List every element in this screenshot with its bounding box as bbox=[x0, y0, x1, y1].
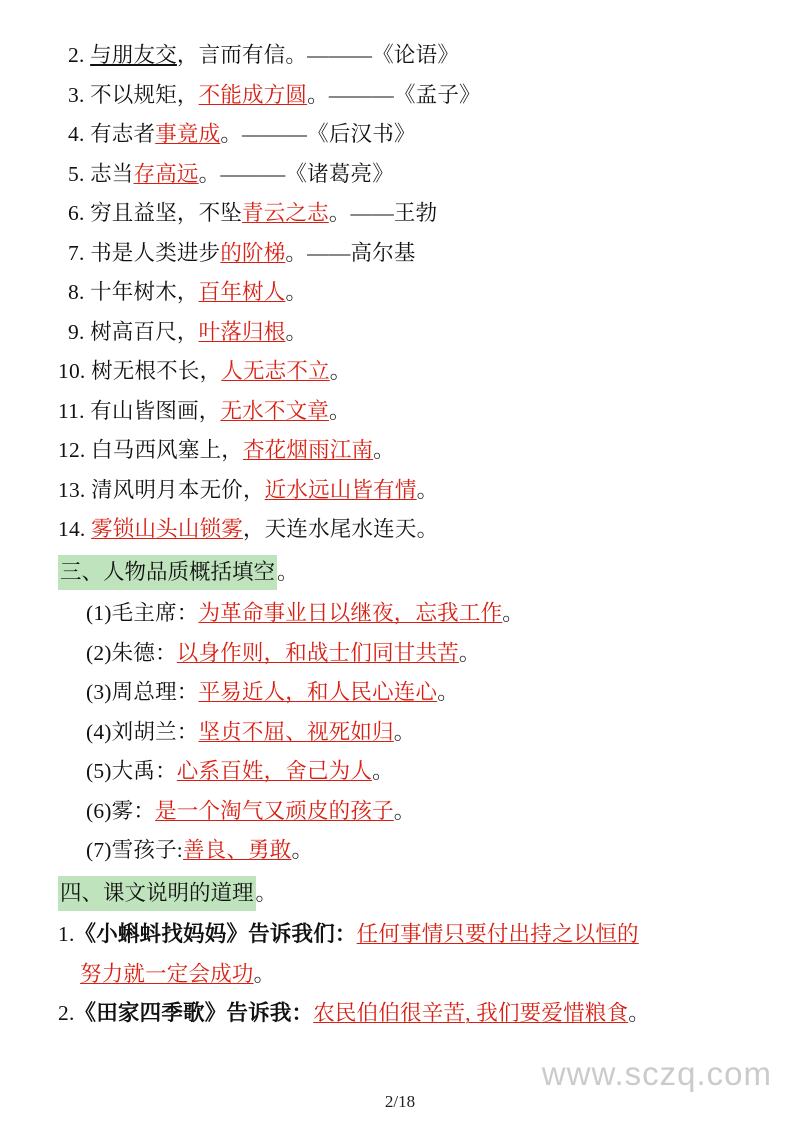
item-number: 4. bbox=[68, 122, 85, 146]
section-four-heading-wrap bbox=[58, 871, 758, 916]
item-prefix: 书是人类进步 bbox=[90, 240, 221, 265]
list-item bbox=[58, 673, 758, 713]
section-heading bbox=[58, 876, 256, 911]
item-answer: 杏花烟雨江南 bbox=[242, 438, 374, 462]
item-suffix: 。 bbox=[437, 680, 459, 704]
item-suffix: 。———《孟子》 bbox=[307, 82, 481, 107]
item-prefix: 白马西风塞上， bbox=[91, 438, 243, 462]
item-suffix: 。 bbox=[328, 398, 351, 423]
list-item bbox=[58, 234, 758, 274]
list-item bbox=[58, 792, 758, 832]
item-suffix: 。 bbox=[253, 961, 276, 986]
watermark: www.sczq.com bbox=[541, 1055, 772, 1092]
item-answer: 农民伯伯很辛苦, 我们要爱惜粮食 bbox=[313, 1001, 629, 1025]
section-heading-tail: 。 bbox=[255, 880, 278, 905]
item-suffix: 。 bbox=[628, 1001, 650, 1025]
item-number: 12. bbox=[58, 438, 86, 462]
item-answer: 心系百姓，舍己为人 bbox=[176, 759, 373, 783]
item-answer: 叶落归根 bbox=[198, 319, 286, 344]
item-answer: 善良、勇敢 bbox=[182, 838, 292, 862]
item-answer: 平易近人，和人民心连心 bbox=[198, 680, 438, 704]
item-suffix: 。 bbox=[372, 759, 394, 783]
item-label: (6)雾： bbox=[86, 798, 156, 823]
list-item bbox=[58, 36, 758, 76]
section-three-heading-wrap bbox=[58, 550, 758, 595]
item-answer: 无水不文章 bbox=[220, 398, 329, 423]
list-item bbox=[58, 471, 758, 511]
page-number: 2/18 bbox=[384, 1092, 416, 1111]
section-heading-text: 三、人物品质概括填空 bbox=[60, 559, 276, 584]
item-number: 8. bbox=[68, 280, 85, 304]
item-label: (4)刘胡兰： bbox=[86, 719, 199, 744]
item-number: 1. bbox=[58, 922, 75, 946]
list-item bbox=[58, 431, 758, 471]
list-item bbox=[58, 594, 758, 634]
item-suffix: 。 bbox=[416, 477, 439, 502]
item-prefix: 十年树木， bbox=[90, 280, 199, 304]
list-item bbox=[58, 76, 758, 116]
item-prefix: 不以规矩， bbox=[90, 82, 199, 107]
list-item bbox=[58, 313, 758, 353]
item-suffix: 。 bbox=[393, 719, 416, 744]
item-suffix: 。———《诸葛亮》 bbox=[198, 161, 394, 186]
item-label: (1)毛主席： bbox=[86, 601, 199, 625]
item-answer: 雾锁山头山锁雾 bbox=[91, 517, 243, 541]
list-item bbox=[58, 510, 758, 550]
item-suffix: 。 bbox=[329, 359, 352, 383]
section-heading bbox=[58, 555, 277, 590]
list-item bbox=[58, 352, 758, 392]
item-answer: 以身作则，和战士们同甘共苦 bbox=[176, 640, 459, 665]
item-suffix: 。 bbox=[285, 280, 308, 304]
item-number: 3. bbox=[68, 82, 85, 107]
item-prefix: 清风明月本无价， bbox=[91, 477, 265, 502]
document-content bbox=[58, 36, 758, 1034]
list-item bbox=[58, 155, 758, 195]
item-suffix: 。 bbox=[502, 601, 524, 625]
item-number: 6. bbox=[68, 201, 85, 225]
item-answer: 存高远 bbox=[133, 161, 199, 186]
section-heading-text: 四、课文说明的道理 bbox=[60, 880, 254, 905]
item-answer: 是一个淘气又顽皮的孩子 bbox=[155, 798, 394, 823]
list-item bbox=[58, 194, 758, 234]
list-item bbox=[58, 115, 758, 155]
item-prefix: 有山皆图画， bbox=[90, 398, 221, 423]
item-number: 11. bbox=[58, 398, 85, 423]
list-item-continuation bbox=[58, 955, 758, 995]
item-answer: 的阶梯 bbox=[220, 240, 286, 265]
item-answer-continued: 努力就一定会成功 bbox=[80, 961, 254, 986]
list-item bbox=[58, 713, 758, 753]
item-label: (2)朱德： bbox=[86, 640, 177, 665]
item-number: 13. bbox=[58, 477, 86, 502]
item-suffix: 。 bbox=[373, 438, 395, 462]
item-answer: 近水远山皆有情 bbox=[264, 477, 417, 502]
item-answer: 事竟成 bbox=[155, 122, 221, 146]
item-prefix: 有志者 bbox=[90, 122, 156, 146]
list-item bbox=[58, 273, 758, 313]
item-answer: 青云之志 bbox=[242, 201, 329, 225]
item-answer: 任何事情只要付出持之以恒的 bbox=[356, 922, 639, 946]
item-underline-text: 与朋友交 bbox=[90, 43, 177, 67]
list-item bbox=[58, 994, 758, 1034]
item-suffix: 。———《后汉书》 bbox=[220, 122, 416, 146]
item-suffix: 。 bbox=[291, 838, 314, 862]
item-prefix: 穷且益坚，不坠 bbox=[90, 201, 243, 225]
item-label: (5)大禹： bbox=[86, 759, 177, 783]
item-suffix: 。 bbox=[285, 319, 308, 344]
item-number: 7. bbox=[68, 240, 85, 265]
item-answer: 坚贞不屈、视死如归 bbox=[198, 719, 394, 744]
item-prefix: 志当 bbox=[90, 161, 134, 186]
item-number: 10. bbox=[58, 359, 86, 383]
item-answer: 不能成方圆 bbox=[198, 82, 308, 107]
item-suffix: 。 bbox=[458, 640, 481, 665]
list-item bbox=[58, 915, 758, 955]
list-item bbox=[58, 392, 758, 432]
list-item bbox=[58, 831, 758, 871]
item-label: (7)雪孩子: bbox=[86, 838, 183, 862]
item-label: (3)周总理： bbox=[86, 680, 199, 704]
item-number: 2. bbox=[68, 43, 85, 67]
item-answer: 为革命事业日以继夜，忘我工作 bbox=[198, 601, 503, 625]
section-heading-tail: 。 bbox=[277, 559, 299, 584]
item-suffix: 。——高尔基 bbox=[285, 240, 416, 265]
item-prefix: 树无根不长， bbox=[91, 359, 222, 383]
item-text: ，言而有信。———《论语》 bbox=[176, 43, 460, 67]
item-suffix: ，天连水尾水连天。 bbox=[242, 517, 439, 541]
item-suffix: 。 bbox=[393, 798, 416, 823]
item-answer: 人无志不立 bbox=[221, 359, 330, 383]
item-suffix: 。——王勃 bbox=[328, 201, 438, 225]
item-number: 2. bbox=[58, 1001, 75, 1025]
item-number: 14. bbox=[58, 517, 86, 541]
item-prefix: 树高百尺， bbox=[90, 319, 199, 344]
item-label: 《田家四季歌》告诉我： bbox=[74, 1001, 314, 1025]
item-label: 《小蝌蚪找妈妈》告诉我们： bbox=[74, 922, 357, 946]
item-number: 9. bbox=[68, 319, 85, 344]
item-number: 5. bbox=[68, 161, 85, 186]
list-item bbox=[58, 634, 758, 674]
item-answer: 百年树人 bbox=[198, 280, 286, 304]
list-item bbox=[58, 752, 758, 792]
